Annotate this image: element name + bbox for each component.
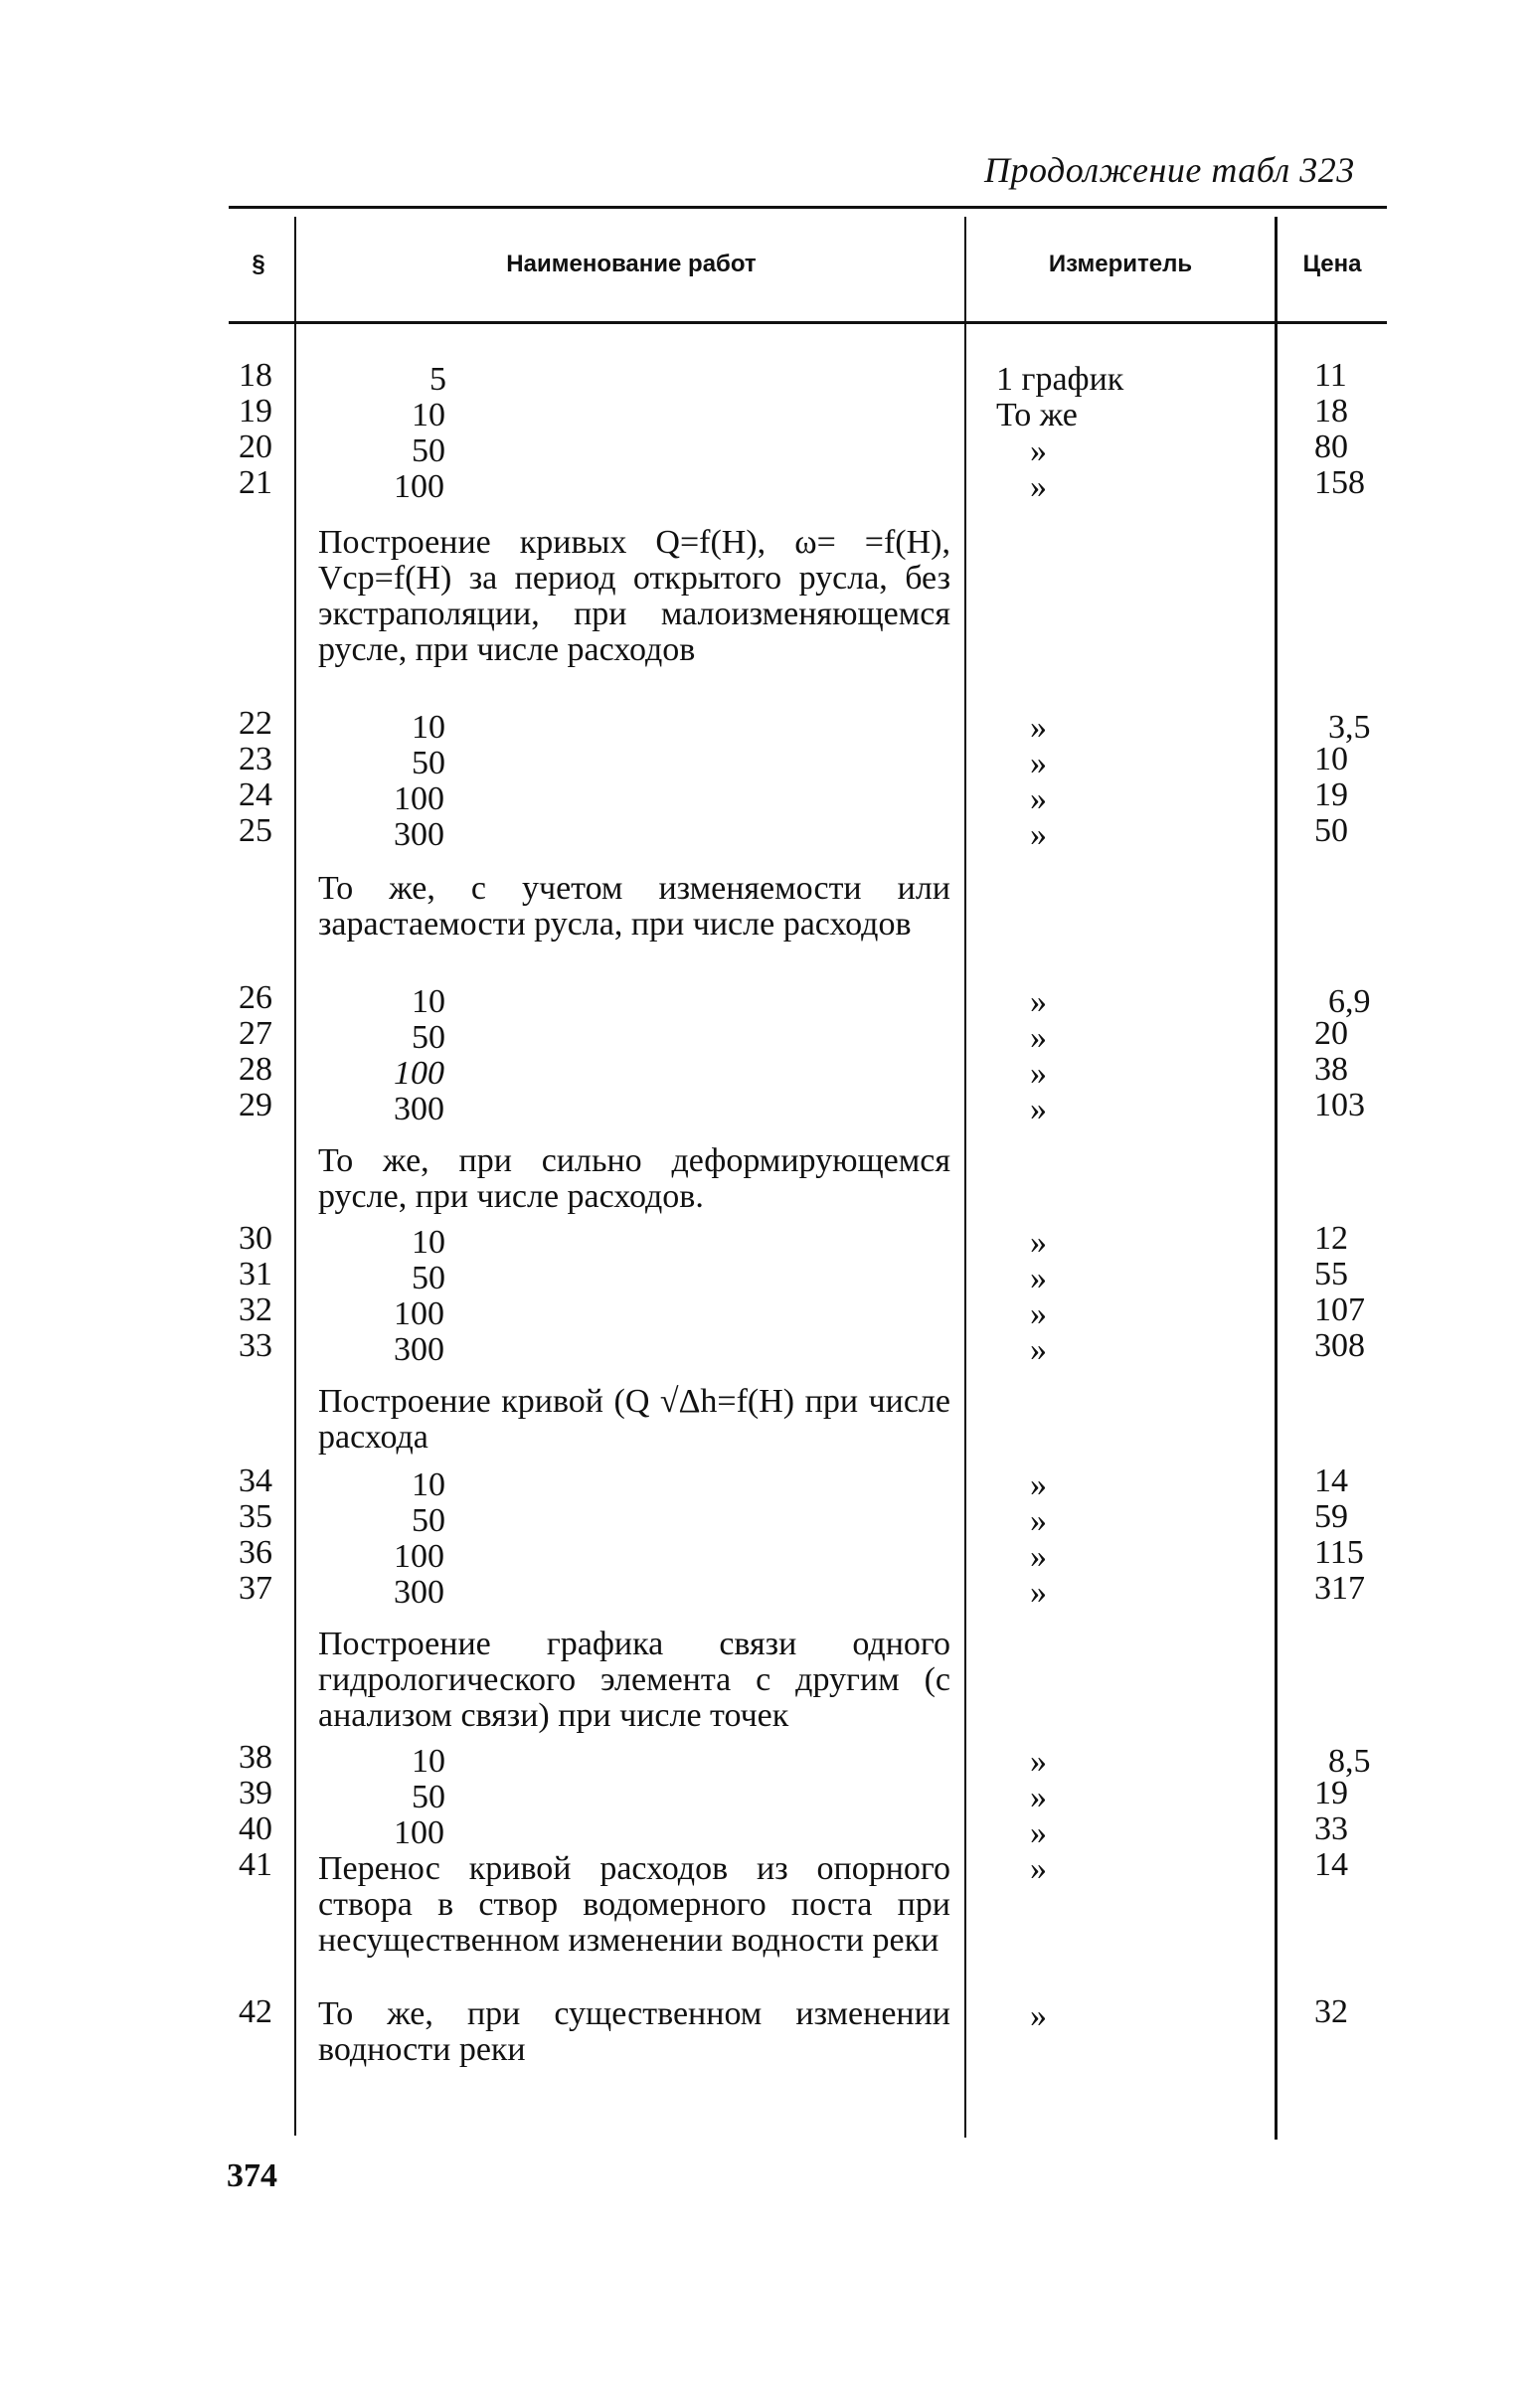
row-quantity: 300: [394, 1091, 444, 1127]
row-quantity: 100: [394, 1295, 444, 1332]
row-price: 19: [1314, 776, 1348, 813]
row-quantity: 50: [412, 1260, 445, 1296]
row-unit: »: [1030, 709, 1047, 746]
row-quantity: 10: [412, 1224, 445, 1261]
row-quantity: 10: [412, 983, 445, 1020]
row-number: 28: [239, 1051, 272, 1088]
row-unit: »: [1030, 1814, 1047, 1851]
row-number: 31: [239, 1256, 272, 1292]
row-unit: »: [1030, 1260, 1047, 1296]
row-quantity: 100: [394, 1055, 444, 1092]
row-number: 30: [239, 1220, 272, 1257]
row-price: 12: [1314, 1220, 1348, 1257]
row-price: 50: [1314, 812, 1348, 849]
table-continuation-title: Продолжение табл 323: [984, 150, 1355, 190]
row-quantity: 300: [394, 816, 444, 853]
row-quantity: 100: [394, 468, 444, 505]
row-price: 20: [1314, 1015, 1348, 1052]
table-top-rule: [229, 206, 1387, 209]
row-unit: »: [1030, 983, 1047, 1020]
row-quantity: 50: [412, 1502, 445, 1539]
row-number: 23: [239, 741, 272, 777]
work-description: Построение кривой (Q √Δh=f(H) при числе расхода: [318, 1383, 950, 1456]
row-quantity: 100: [394, 1814, 444, 1851]
row-price: 55: [1314, 1256, 1348, 1292]
row-unit: »: [1030, 1466, 1047, 1503]
row-price: 19: [1314, 1775, 1348, 1811]
row-unit: »: [1030, 1224, 1047, 1261]
work-description: То же, при сильно деформирующемся русле, при числе расходов.: [318, 1142, 950, 1215]
row-price: 18: [1314, 393, 1348, 430]
row-number: 37: [239, 1570, 272, 1607]
row-number: 27: [239, 1015, 272, 1052]
row-quantity: 300: [394, 1574, 444, 1611]
row-number: 40: [239, 1810, 272, 1847]
row-quantity: 100: [394, 1538, 444, 1575]
row-price: 8,5: [1328, 1743, 1371, 1780]
row-number: 20: [239, 429, 272, 465]
row-unit: »: [1030, 468, 1047, 505]
header-bottom-rule: [229, 321, 1387, 324]
page-number: 374: [227, 2157, 277, 2194]
column-divider-3: [1275, 217, 1278, 2140]
column-header-name: Наименование работ: [506, 251, 757, 277]
row-number: 25: [239, 812, 272, 849]
row-price: 107: [1314, 1291, 1365, 1328]
row-unit: »: [1030, 1091, 1047, 1127]
row-price: 33: [1314, 1810, 1348, 1847]
row-quantity: 50: [412, 745, 445, 781]
row-quantity: 10: [412, 709, 445, 746]
row-unit: »: [1030, 745, 1047, 781]
row-number: 33: [239, 1327, 272, 1364]
row-quantity: 10: [412, 397, 445, 433]
row-unit: »: [1030, 1538, 1047, 1575]
row-price: 115: [1314, 1534, 1364, 1571]
row-quantity: 300: [394, 1331, 444, 1368]
row-unit: »: [1030, 780, 1047, 817]
column-header-price: Цена: [1302, 251, 1362, 277]
row-quantity: 10: [412, 1743, 445, 1780]
row-unit: »: [1030, 1331, 1047, 1368]
row-number: 35: [239, 1498, 272, 1535]
column-divider-2: [964, 217, 966, 2138]
row-price: 14: [1314, 1846, 1348, 1883]
row-price: 308: [1314, 1327, 1365, 1364]
row-price: 103: [1314, 1087, 1365, 1123]
row-quantity: 10: [412, 1466, 445, 1503]
row-number: 26: [239, 979, 272, 1016]
row-unit: »: [1030, 816, 1047, 853]
row-number: 21: [239, 464, 272, 501]
row-number: 24: [239, 776, 272, 813]
row-number: 29: [239, 1087, 272, 1123]
work-description: Построение кривых Q=f(H), ω= =f(H), Vср=f(H) за период открытого русла, без экстраполяции, при малоизменяющемся русле, при числе расходов: [318, 524, 950, 668]
row-number: 38: [239, 1739, 272, 1776]
row-price: 3,5: [1328, 709, 1371, 746]
row-number: 42: [239, 1993, 272, 2030]
row-unit: »: [1030, 1743, 1047, 1780]
column-header-section: §: [252, 251, 265, 277]
row-number: 36: [239, 1534, 272, 1571]
row-number: 39: [239, 1775, 272, 1811]
row-price: 10: [1314, 741, 1348, 777]
row-unit: »: [1030, 1055, 1047, 1092]
row-number: 19: [239, 393, 272, 430]
row-quantity: 50: [412, 1779, 445, 1815]
row-number: 41: [239, 1846, 272, 1883]
row-price: 158: [1314, 464, 1365, 501]
column-header-unit: Измеритель: [1048, 251, 1193, 277]
row-unit: »: [1030, 1574, 1047, 1611]
row-quantity: 100: [394, 780, 444, 817]
row-unit: »: [1030, 1850, 1047, 1887]
work-description: То же, с учетом изменяемости или зарастаемости русла, при числе расходов: [318, 870, 950, 943]
row-quantity: 5: [429, 361, 446, 398]
row-unit: »: [1030, 1997, 1047, 2034]
row-price: 317: [1314, 1570, 1365, 1607]
row-price: 11: [1314, 357, 1347, 394]
row-unit: »: [1030, 432, 1047, 469]
row-unit: »: [1030, 1779, 1047, 1815]
row-price: 14: [1314, 1462, 1348, 1499]
work-description: Построение графика связи одного гидрологического элемента с другим (с анализом связи) при числе точек: [318, 1626, 950, 1734]
work-description: Перенос кривой расходов из опорного створа в створ водомерного поста при несущественном изменении водности реки: [318, 1850, 950, 1959]
row-price: 6,9: [1328, 983, 1371, 1020]
row-number: 34: [239, 1462, 272, 1499]
row-unit: »: [1030, 1295, 1047, 1332]
row-unit: 1 график: [996, 361, 1124, 398]
row-quantity: 50: [412, 1019, 445, 1056]
row-unit: »: [1030, 1019, 1047, 1056]
row-unit: То же: [996, 397, 1078, 433]
row-number: 22: [239, 705, 272, 742]
row-price: 59: [1314, 1498, 1348, 1535]
row-price: 32: [1314, 1993, 1348, 2030]
work-description: То же, при существенном изменении водности реки: [318, 1995, 950, 2068]
row-price: 80: [1314, 429, 1348, 465]
row-unit: »: [1030, 1502, 1047, 1539]
row-price: 38: [1314, 1051, 1348, 1088]
column-divider-1: [294, 217, 296, 2136]
row-quantity: 50: [412, 432, 445, 469]
row-number: 18: [239, 357, 272, 394]
row-number: 32: [239, 1291, 272, 1328]
